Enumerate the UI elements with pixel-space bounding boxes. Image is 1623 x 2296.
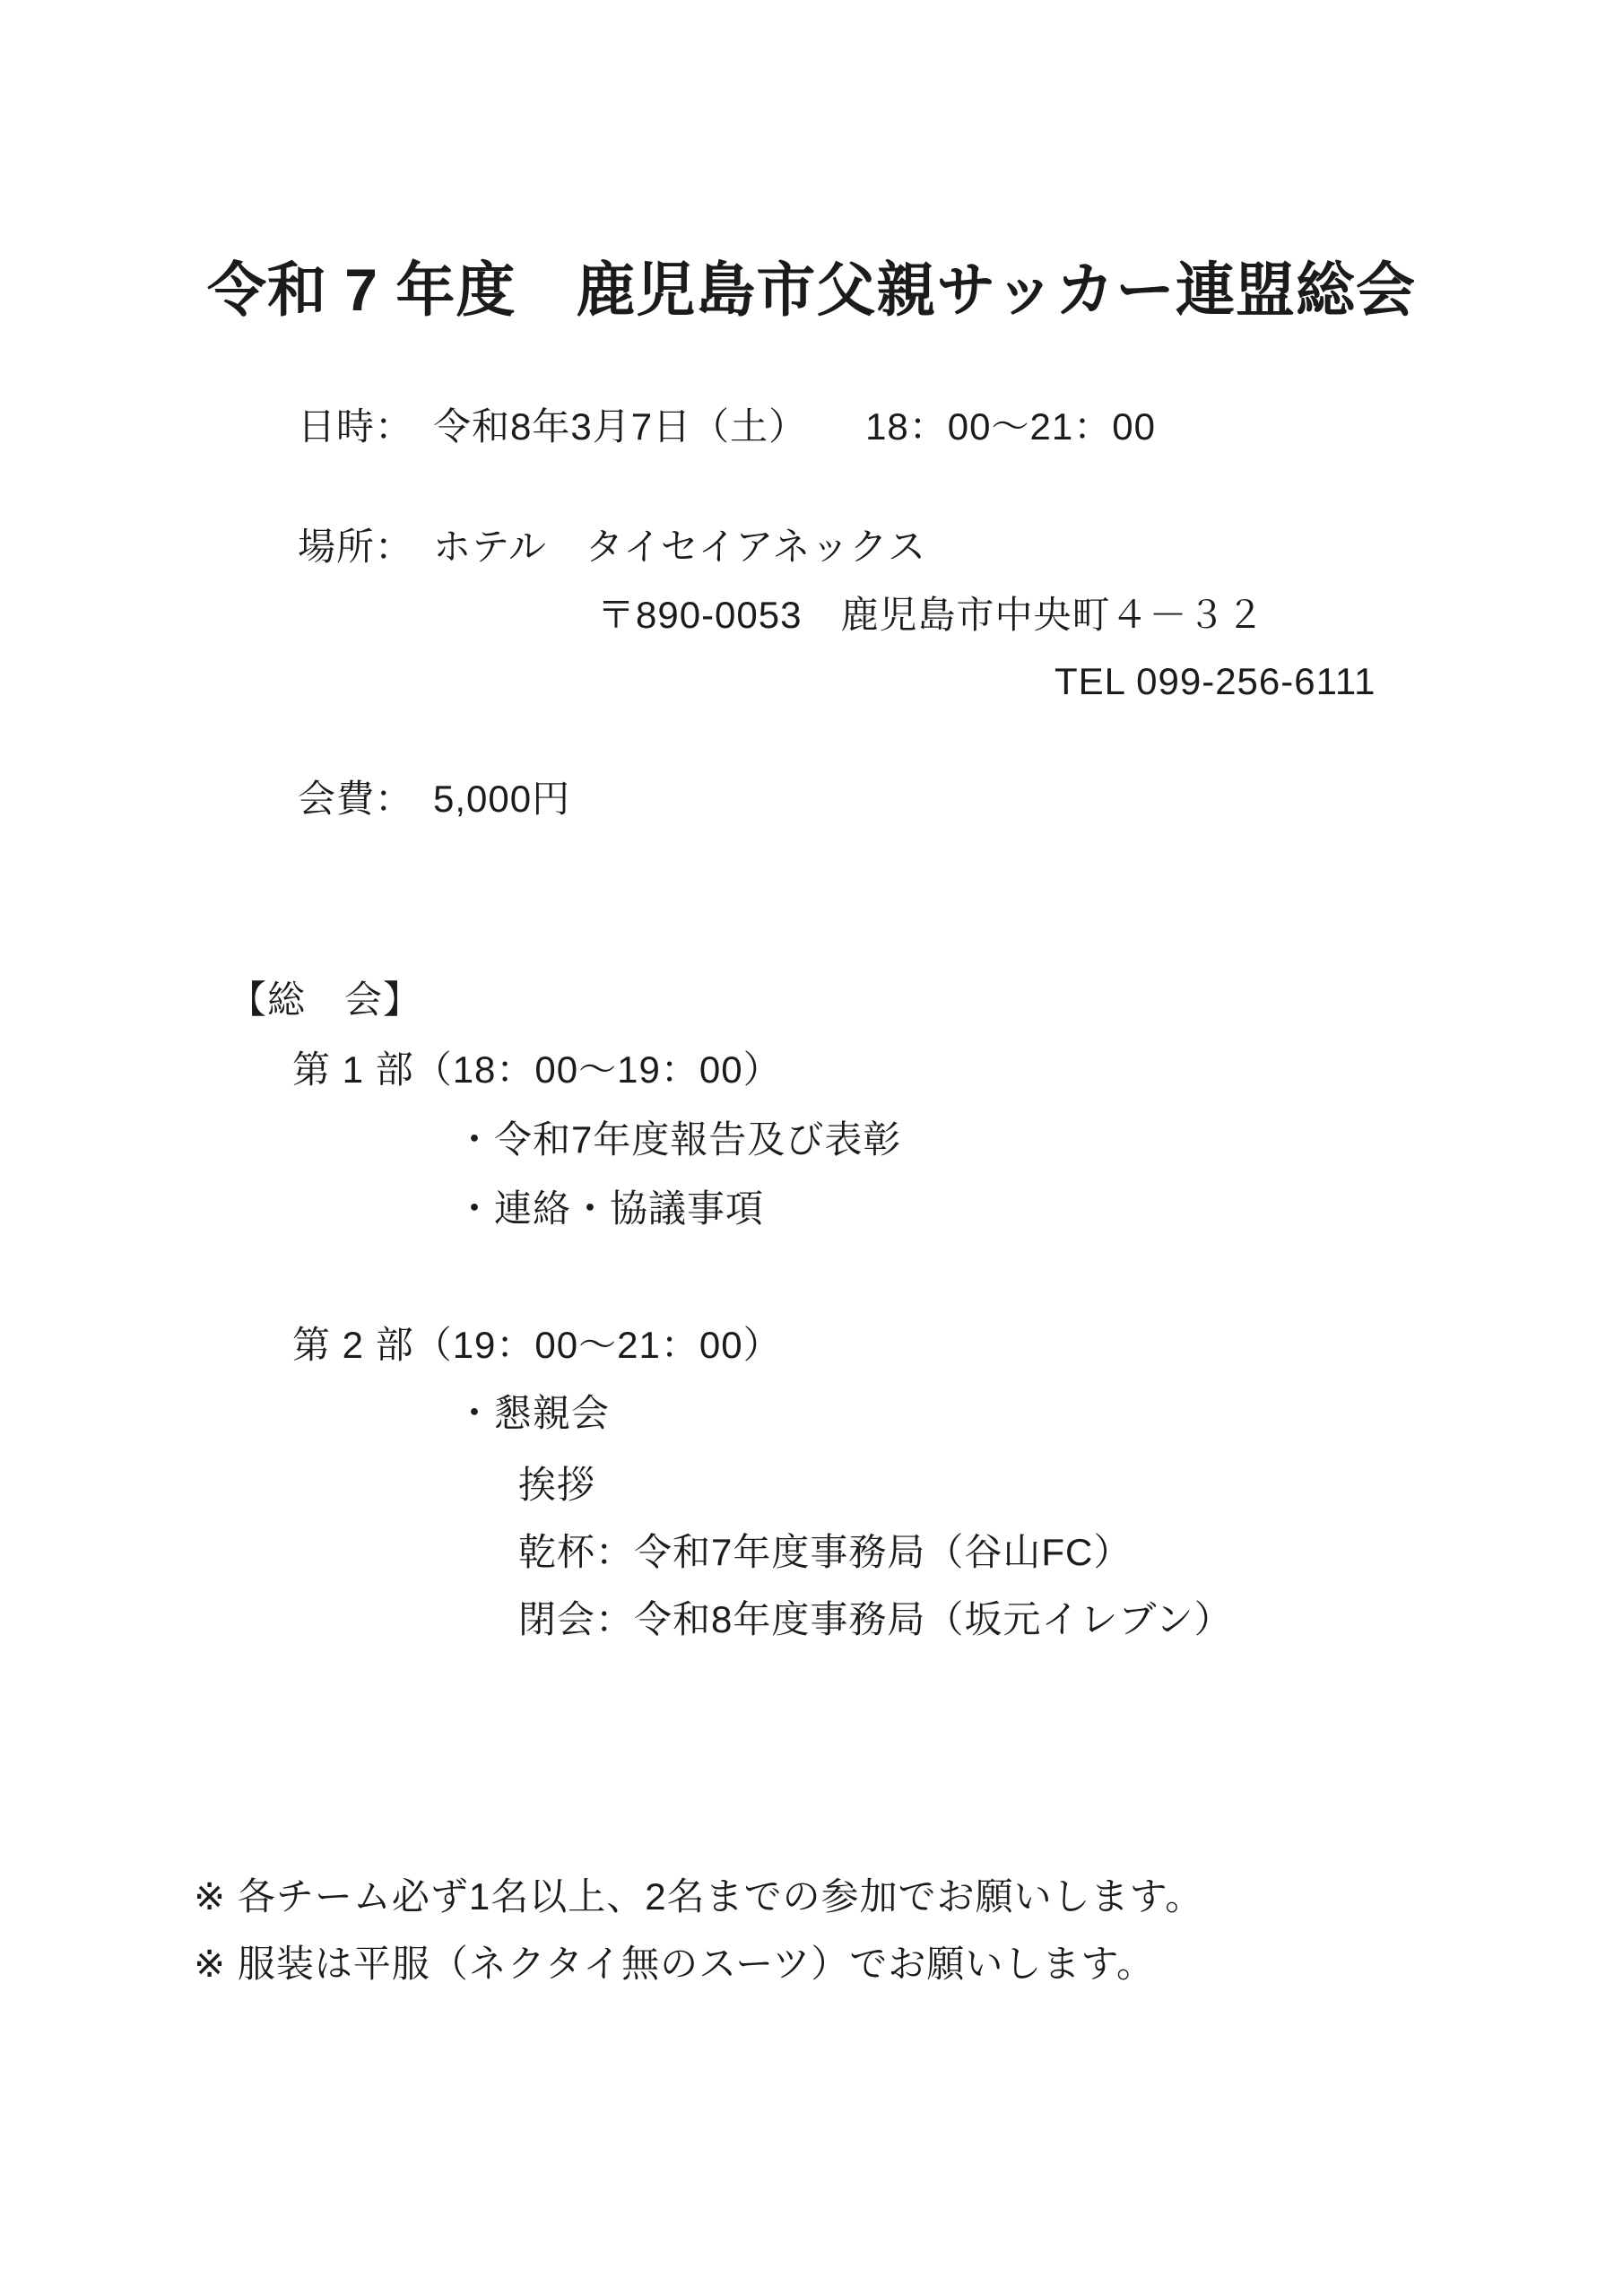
venue-tel-line: TEL 099-256-6111 — [1055, 660, 1376, 702]
venue-line: 場所： ホテル タイセイアネックス — [298, 526, 927, 568]
part2-sub-item: 閉会：令和8年度事務局（坂元イレブン） — [518, 1598, 1233, 1640]
note-line: ※ 服装は平服（ネクタイ無のスーツ）でお願いします。 — [194, 1943, 1156, 1985]
agenda-heading: 【総 会】 — [229, 978, 422, 1021]
page-title: 令和 7 年度 鹿児島市父親サッカー連盟総会 — [206, 257, 1417, 323]
note-line: ※ 各チーム必ず1名以上、2名までの参加でお願いします。 — [194, 1875, 1204, 1918]
part2-title: 第 2 部（19：00～21：00） — [292, 1324, 782, 1366]
part2-sub-item: 挨拶 — [518, 1464, 596, 1506]
part2-item: ・懇親会 — [456, 1392, 611, 1434]
venue-address-line: 〒890-0053 鹿児島市中央町４－３２ — [597, 594, 1265, 636]
part2-sub-item: 乾杯：令和7年度事務局（谷山FC） — [518, 1531, 1133, 1573]
fee-line: 会費： 5,000円 — [298, 778, 571, 820]
part1-item: ・令和7年度報告及び表彰 — [456, 1118, 902, 1161]
part1-item: ・連絡・協議事項 — [456, 1187, 765, 1230]
datetime-line: 日時： 令和8年3月7日（土） 18：00～21：00 — [298, 405, 1156, 448]
part1-title: 第 1 部（18：00～19：00） — [292, 1048, 782, 1091]
